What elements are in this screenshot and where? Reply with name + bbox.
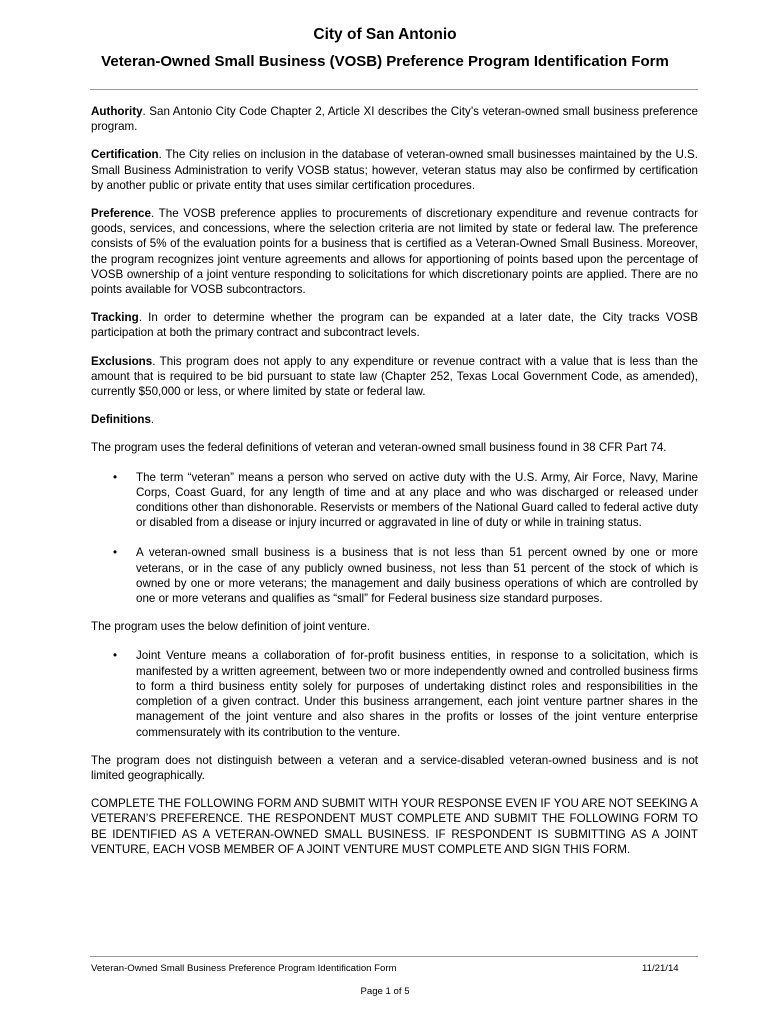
tracking-paragraph [91, 310, 698, 340]
vosb-definition: A veteran-owned small business is a business that is not less than 51 percent owned by one or more veterans, or in the case of any publicly owned business, not less than 51 percent of the stock of which is owned by one or more veterans; the management and daily business operations of which are controlled by one or more veterans and qualifies as “small” for Federal business size standard purposes. [136, 546, 698, 606]
tracking-heading: Tracking [91, 311, 139, 325]
submission-instructions: COMPLETE THE FOLLOWING FORM AND SUBMIT WITH YOUR RESPONSE EVEN IF YOU ARE NOT SEEKING A VETERAN’S PREFERENCE. THE RESPONDENT MUST COMPLETE AND SUBMIT THE FOLLOWING FORM TO BE IDENTIFIED AS A VETERAN-OWNED SMALL BUSINESS. IF RESPONDENT IS SUBMITTING AS A JOINT VENTURE, EACH VOSB MEMBER OF A JOINT VENTURE MUST COMPLETE AND SIGN THIS FORM. [91, 797, 698, 856]
footer-date: 11/21/14 [642, 963, 679, 974]
joint-venture-list [91, 648, 698, 739]
authority-text: . San Antonio City Code Chapter 2, Article XI describes the City’s veteran-owned small business preference program. [91, 105, 698, 134]
bullet-icon: • [113, 546, 118, 560]
list-item [91, 648, 698, 739]
certification-text: . The City relies on inclusion in the database of veteran-owned small businesses maintained by the U.S. Small Business Administration to verify VOSB status; however, veteran status may also be confirmed by certification by another public or private entity that uses similar certification procedures. [91, 148, 698, 192]
preference-text: . The VOSB preference applies to procurements of discretionary expenditure and revenue contracts for goods, services, and concessions, where the selection criteria are not limited by state or federal law. The preference consists of 5% of the evaluation points for a business that is certified as a Veteran-Owned Small Business. Moreover, the program recognizes joint venture agreements and allows for apportioning of points based upon the percentage of VOSB ownership of a joint venture responding to solicitations for which discretionary points are applied. There are no points available for VOSB subcontractors. [91, 207, 698, 297]
exclusions-paragraph [91, 354, 698, 400]
header-divider [90, 89, 698, 90]
exclusions-heading: Exclusions [91, 354, 153, 368]
document-title: City of San Antonio [313, 26, 457, 43]
exclusions-text: . This program does not apply to any expenditure or revenue contract with a value that is less than the amount that is required to be bid pursuant to state law (Chapter 252, Texas Local Government Code, as amended), currently $50,000 or less, or where limited by state or federal law. [91, 354, 698, 399]
certification-heading: Certification [91, 148, 159, 162]
authority-heading: Authority [91, 105, 143, 118]
definitions-paragraph [91, 412, 698, 427]
footer-divider [90, 956, 698, 957]
page-number: Page 1 of 5 [360, 986, 410, 997]
tracking-text: . In order to determine whether the program can be expanded at a later date, the City tracks VOSB participation at both the primary contract and subcontract levels. [91, 311, 698, 340]
document-body [91, 104, 698, 870]
definitions-heading: Definitions [91, 413, 151, 427]
distinction-note: The program does not distinguish between a veteran and a service-disabled veteran-owned business and is not limited geographically. [91, 753, 698, 782]
joint-venture-intro: The program uses the below definition of joint venture. [91, 620, 371, 634]
veteran-definition: The term “veteran” means a person who served on active duty with the U.S. Army, Air Force, Navy, Marine Corps, Coast Guard, for any length of time and at any place and who was discharged or released under conditions other than dishonorable. Reservists or members of the National Guard called to federal active duty or disabled from a disease or injury incurred or aggravated in line of duty or while in training status. [136, 470, 698, 530]
bullet-icon: • [113, 649, 118, 663]
bullet-icon: • [113, 470, 118, 484]
document-subtitle: Veteran-Owned Small Business (VOSB) Preference Program Identification Form [101, 53, 669, 70]
certification-paragraph [91, 147, 698, 193]
list-item [91, 545, 698, 606]
list-item [91, 470, 698, 531]
definitions-suffix: . [150, 413, 155, 427]
preference-heading: Preference [91, 207, 151, 221]
authority-paragraph [91, 104, 698, 134]
joint-venture-definition: Joint Venture means a collaboration of for-profit business entities, in response to a solicitation, which is manifested by a written agreement, between two or more independently owned and controlled business firms to form a third business entity solely for purposes of undertaking distinct roles and responsibilities in the completion of a given contract. Under this business arrangement, each joint venture partner shares in the management of the joint venture and also shares in the profits or losses of the joint venture enterprise commensurately with its contribution to the venture. [136, 649, 698, 739]
preference-paragraph [91, 206, 698, 297]
federal-definitions-intro: The program uses the federal definitions of veteran and veteran-owned small business found in 38 CFR Part 74. [91, 441, 667, 455]
footer-form-name: Veteran-Owned Small Business Preference Program Identification Form [91, 963, 397, 974]
federal-definitions-list [91, 470, 698, 607]
